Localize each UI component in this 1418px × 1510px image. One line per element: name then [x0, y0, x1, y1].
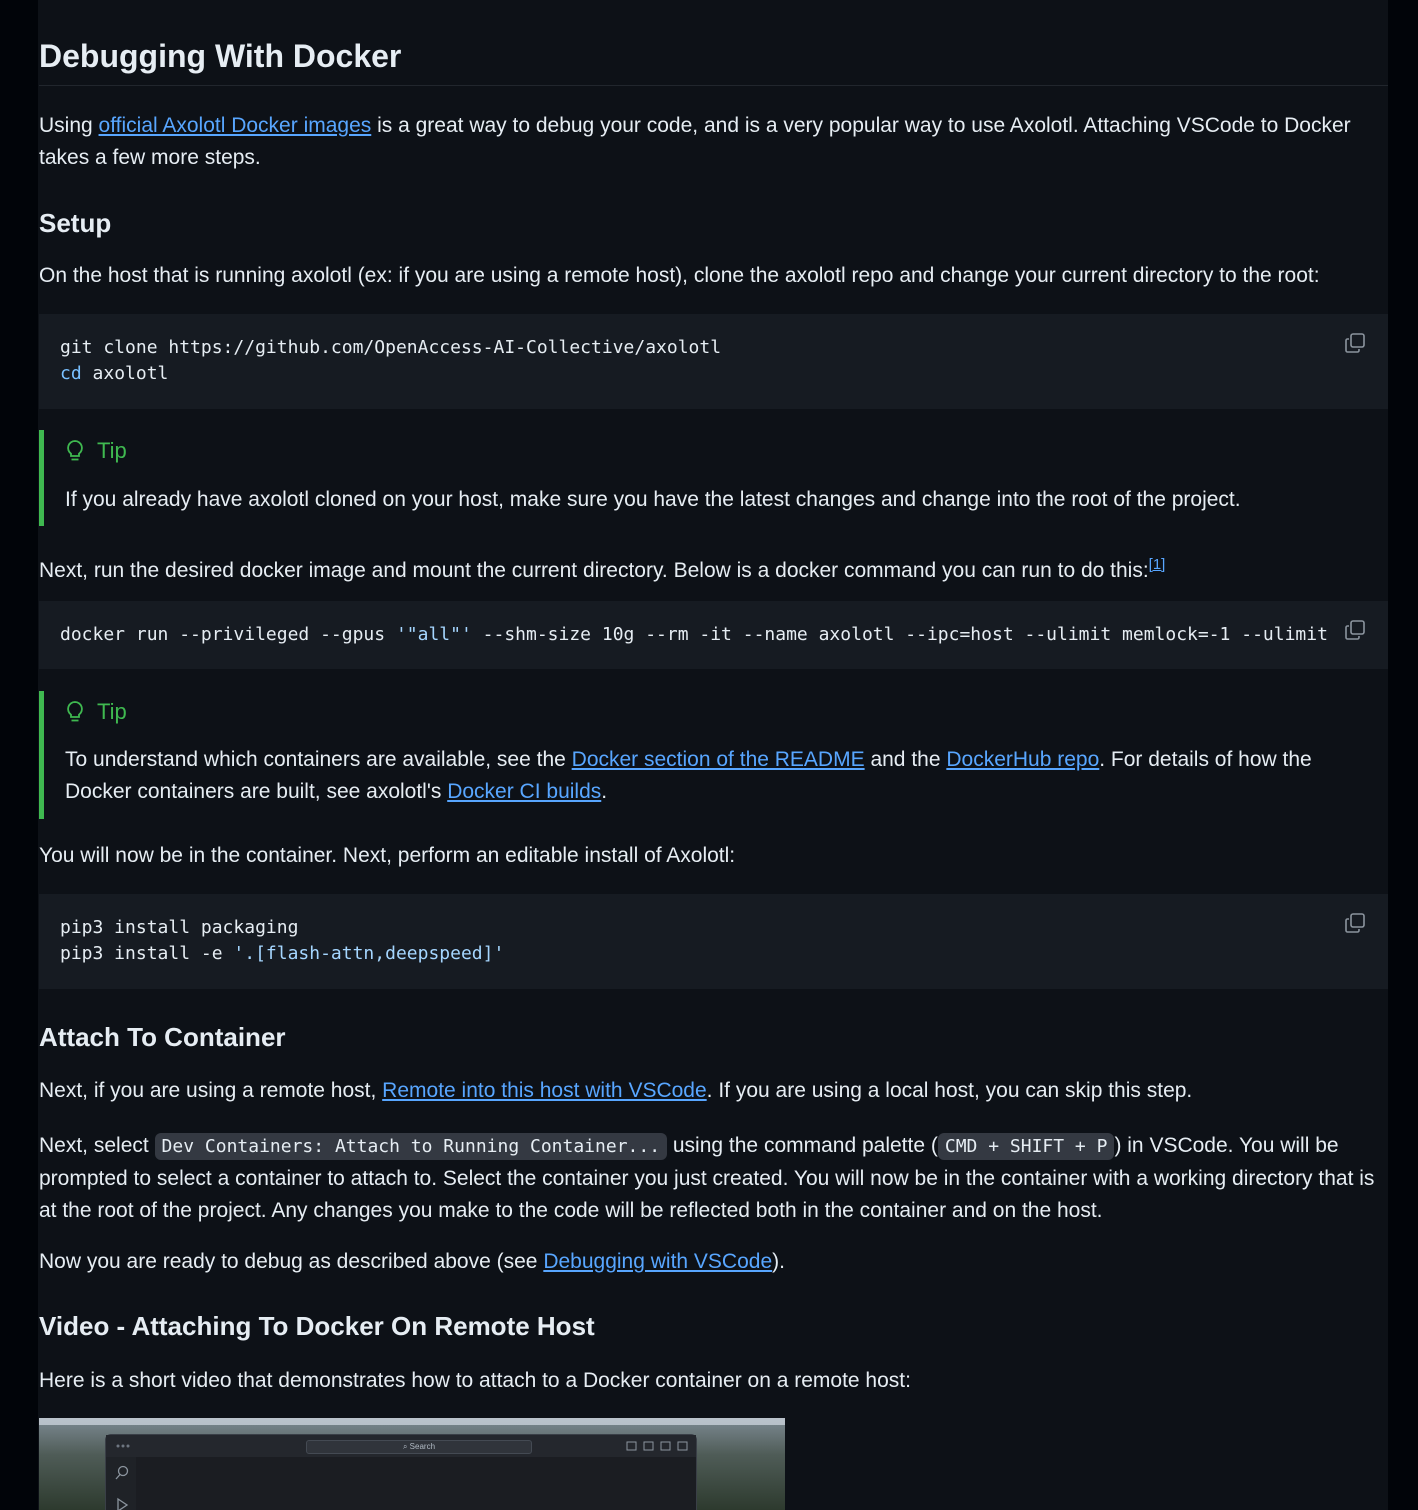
- ready-text: Now you are ready to debug as described above (see: [39, 1250, 544, 1273]
- dockerhub-link[interactable]: DockerHub repo: [946, 748, 1100, 771]
- video-activity-bar: [106, 1457, 136, 1510]
- tip-body: [65, 744, 1375, 808]
- intro-text-after: is a great way to debug your code, and is a very popular way to use Axolotl. Attaching VSCode to Docker takes a few more steps.: [39, 114, 1351, 169]
- tip-title: [65, 699, 127, 725]
- tip-text: To understand which containers are available, see the: [65, 748, 572, 771]
- lightbulb-icon: [65, 439, 85, 463]
- code-string: '.[flash-attn,deepspeed]': [233, 943, 505, 964]
- setup-heading: Setup: [39, 208, 112, 238]
- code-block-docker-run: [39, 601, 1388, 669]
- video-vscode-window: [105, 1434, 697, 1510]
- code-text: docker run --privileged --gpus: [60, 624, 396, 645]
- tip-body: If you already have axolotl cloned on your host, make sure you have the latest changes and change into the root of the project.: [65, 488, 1241, 511]
- ready-paragraph: [39, 1246, 1388, 1278]
- lightbulb-icon: [65, 700, 85, 724]
- page-title: Debugging With Docker: [39, 38, 1388, 86]
- code-text: --shm-size 10g --rm -it --name axolotl --ipc=host --ulimit memlock=-1 --ulimit: [471, 624, 1328, 645]
- docker-images-link[interactable]: official Axolotl Docker images: [98, 114, 372, 137]
- code-text: pip3 install -e: [60, 943, 234, 964]
- code-line: [60, 361, 1330, 387]
- remote-vscode-link[interactable]: Remote into this host with VSCode: [382, 1079, 707, 1102]
- code-text: axolotl: [81, 363, 169, 384]
- inline-code-shortcut: CMD + SHIFT + P: [938, 1133, 1115, 1160]
- right-margin: [1388, 0, 1418, 1510]
- tip-text: and the: [864, 748, 947, 771]
- debugging-vscode-link[interactable]: Debugging with VSCode: [543, 1250, 773, 1273]
- ready-text: ).: [772, 1250, 785, 1273]
- search-icon: [114, 1465, 130, 1481]
- code-line: [60, 622, 1330, 648]
- code-block-install: [39, 894, 1388, 989]
- video-paragraph: Here is a short video that demonstrates how to attach to a Docker container on a remote host:: [39, 1369, 911, 1392]
- setup-paragraph: On the host that is running axolotl (ex: if you are using a remote host), clone the axolotl repo and change your current directory to the root:: [39, 264, 1320, 287]
- copy-icon[interactable]: [1344, 332, 1366, 354]
- code-text: git clone https://github.com/OpenAccess-AI-Collective/axolotl: [60, 337, 722, 358]
- video-titlebar: [106, 1435, 696, 1457]
- remote-text: . If you are using a local host, you can skip this step.: [706, 1079, 1193, 1102]
- code-keyword: cd: [60, 363, 82, 384]
- docker-run-text: Next, run the desired docker image and mount the current directory. Below is a docker command you can run to do this:: [39, 559, 1149, 582]
- docker-run-paragraph: [39, 547, 1388, 587]
- window-dots-icon: [116, 1443, 132, 1449]
- tip-text: .: [601, 780, 608, 803]
- video-menubar: [39, 1418, 785, 1425]
- docker-ci-link[interactable]: Docker CI builds: [447, 780, 602, 803]
- attach-text: Next, select: [39, 1134, 155, 1157]
- code-line: [60, 335, 1330, 361]
- attach-paragraph: [39, 1130, 1388, 1227]
- readme-docker-link[interactable]: Docker section of the README: [571, 748, 865, 771]
- code-line: [60, 941, 1330, 967]
- code-block-clone: [39, 314, 1388, 409]
- intro-paragraph: [39, 110, 1388, 174]
- left-margin: [0, 0, 38, 1510]
- tip-callout: [39, 430, 1388, 526]
- attach-text: using the command palette (: [667, 1134, 938, 1157]
- attach-text: ) in VSCode. You will be prompted to select a container to attach to. Select the container you just created. You will now be in the container with a working directory that is at the root of the project. Any changes you make to the code will be reflected both in the container and on the host.: [39, 1134, 1375, 1222]
- video-search-label: Search: [409, 1442, 436, 1451]
- tip-title: [65, 438, 127, 464]
- copy-icon[interactable]: [1344, 619, 1366, 641]
- video-heading: Video - Attaching To Docker On Remote Host: [39, 1311, 595, 1341]
- code-string: '"all"': [395, 624, 472, 645]
- code-line: [60, 915, 1330, 941]
- attach-heading: Attach To Container: [39, 1022, 286, 1052]
- footnote-link[interactable]: [1]: [1148, 556, 1166, 573]
- copy-icon[interactable]: [1344, 912, 1366, 934]
- video-search-box: ⌕ Search: [306, 1440, 532, 1454]
- video-player[interactable]: [39, 1418, 785, 1510]
- remote-text: Next, if you are using a remote host,: [39, 1079, 383, 1102]
- tip-text: . For details of how the Docker containers are built, see axolotl's: [65, 748, 1312, 803]
- layout-icons: [626, 1441, 690, 1451]
- remote-paragraph: [39, 1075, 1388, 1107]
- tip-callout: [39, 691, 1388, 819]
- intro-text-before: Using: [39, 114, 99, 137]
- tip-label: Tip: [97, 699, 127, 724]
- tip-label: Tip: [97, 438, 127, 463]
- inline-code-command: Dev Containers: Attach to Running Container...: [155, 1133, 668, 1160]
- install-paragraph: You will now be in the container. Next, perform an editable install of Axolotl:: [39, 844, 736, 867]
- run-debug-icon: [114, 1497, 130, 1510]
- code-text: pip3 install packaging: [60, 917, 299, 938]
